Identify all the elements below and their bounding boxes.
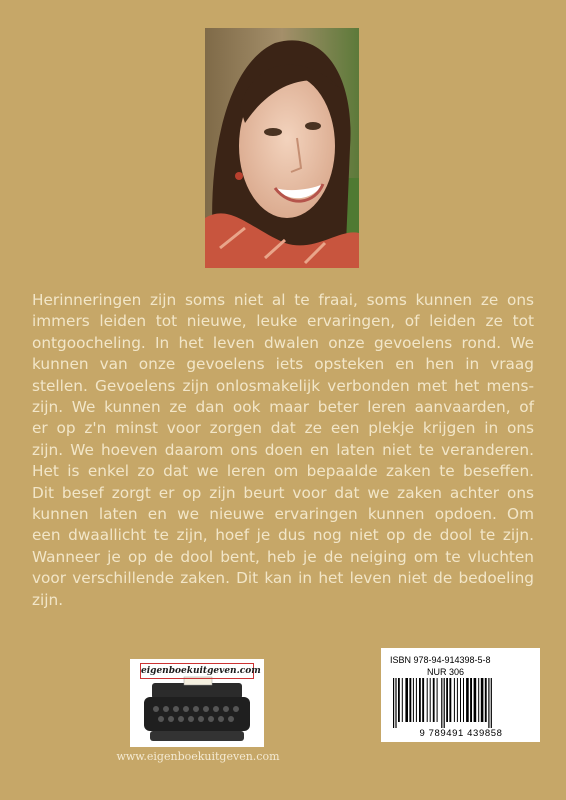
blurb-line: kunnen laten en we nieuwe ervaringen kunnen opdoen. Om (32, 505, 534, 524)
blurb-line: er op z'n minst voor zorgen dat ze een plekje krijgen in ons (32, 419, 534, 438)
author-photo (205, 28, 359, 268)
blurb-line: Wanneer je op de dool bent, heb je de neiging om te vluchten (32, 547, 534, 566)
publisher-logo (130, 659, 264, 747)
blurb-line: kunnen van onze gevoelens iets opsteken en hen in vraag (32, 355, 534, 374)
nur-code: NUR 306 (427, 667, 465, 677)
blurb-line: voor verschillende zaken. Dit kan in het leven niet de bedoeling (32, 569, 534, 588)
blurb-line: stellen. Gevoelens zijn onlosmakelijk verbonden met het mens- (32, 376, 534, 395)
logo-text: eigenboekuitgeven.com (140, 663, 254, 679)
blurb-line: ontgoocheling. In het leven dwalen onze gevoelens rond. We (32, 333, 534, 352)
blurb-line: Het is enkel zo dat we leren om bepaalde zaken te beseffen. (32, 462, 534, 481)
blurb-line: Herinneringen zijn soms niet al te fraai, soms kunnen ze ons (32, 291, 534, 309)
back-cover-blurb (32, 290, 534, 611)
isbn-barcode (381, 648, 540, 742)
blurb-line: Dit besef zorgt er op zijn beurt voor dat we zaken achter ons (32, 483, 534, 502)
blurb-line: een dwaallicht te zijn, hoef je dus nog niet op de dool te zijn. (32, 526, 534, 545)
barcode-bars (389, 678, 533, 728)
blurb-line: zijn. We hoeven daarom ons doen en laten niet te veranderen. (32, 440, 534, 459)
isbn-number: ISBN 978-94-914398-5-8 (390, 655, 491, 665)
blurb-line: zijn. We kunnen ze dan ook maar beter leren aanvaarden, of (32, 398, 534, 417)
ean-digits: 9 789491 439858 (419, 728, 503, 739)
publisher-url[interactable]: www.eigenboekuitgeven.com (116, 750, 280, 763)
blurb-line: immers leiden tot nieuwe, leuke ervaringen, of leiden ze tot (32, 312, 534, 331)
blurb-line: zijn. (32, 590, 64, 609)
